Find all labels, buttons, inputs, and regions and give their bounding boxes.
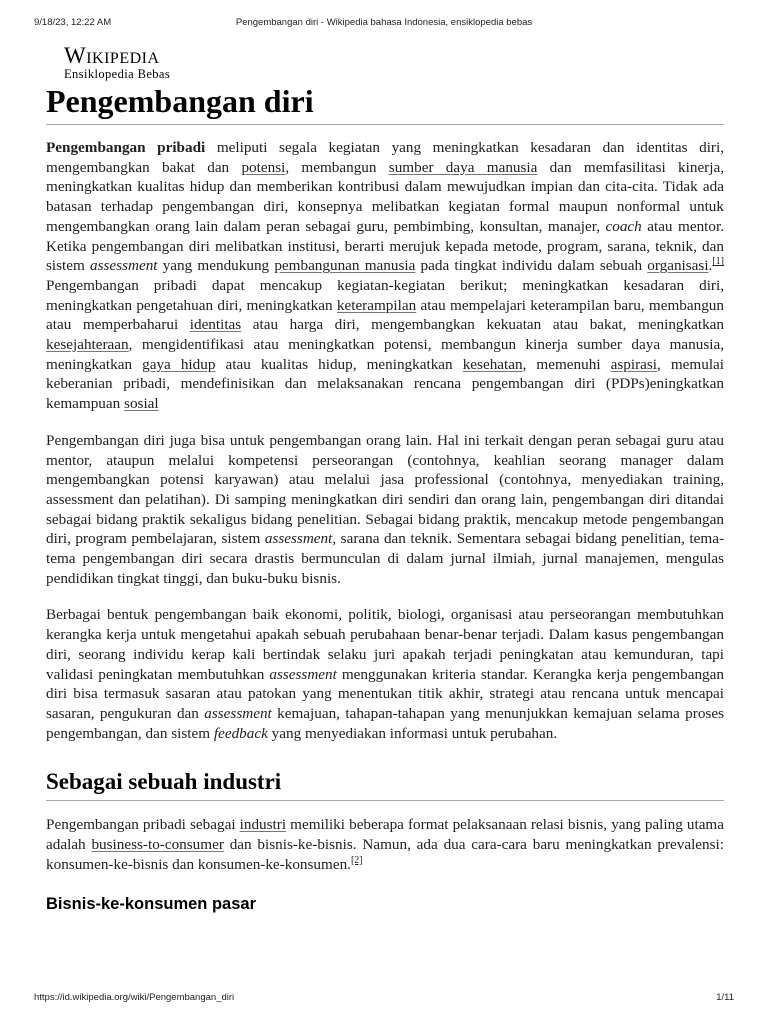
italic-term: assessment <box>269 665 337 683</box>
text-run: , sarana dan teknik. Sementara sebagai bidang penelitian, tema-tema pengembangan diri secara drastis bermunculan di dalam jurnal ilmiah, jurnal manajemen, mengulas pendidikan tingkat tinggi, dan buku-buku bisnis. <box>46 530 725 587</box>
wiki-link[interactable]: aspirasi <box>610 355 658 373</box>
italic-term: assessment <box>204 704 272 722</box>
citation-link[interactable]: [1] <box>712 256 725 268</box>
italic-term: assessment <box>264 530 333 548</box>
wiki-link[interactable]: organisasi <box>647 257 709 275</box>
italic-term: assessment <box>90 257 158 275</box>
paragraph-framework <box>46 605 724 743</box>
paragraph-intro <box>46 138 724 414</box>
citation-ref[interactable] <box>712 256 724 267</box>
text-run: meliputi segala kegiatan yang meningkatkan kesadaran dan identitas diri, mengembangkan bakat dan <box>46 139 724 176</box>
print-page-number: 1/11 <box>716 992 734 1003</box>
print-header <box>34 17 734 31</box>
text-run: atau kualitas hidup, meningkatkan <box>215 355 463 373</box>
text-run: yang mendukung <box>157 257 275 275</box>
wiki-link[interactable]: kesejahteraan <box>46 336 129 354</box>
paragraph-others <box>46 431 724 589</box>
text-run: memiliki beberapa format pelaksanaan relasi bisnis, yang paling utama adalah <box>46 816 724 854</box>
text-run: kemajuan, tahapan-tahapan yang menunjukkan kemajuan selama proses pengembangan, dan sistem <box>46 704 724 742</box>
bold-term: Pengembangan pribadi <box>46 139 206 156</box>
print-url: https://id.wikipedia.org/wiki/Pengembangan_diri <box>34 992 235 1003</box>
wikipedia-logo[interactable] <box>64 44 170 81</box>
text-run: menggunakan kriteria standar. Kerangka kerja pengembangan diri bisa termasuk sasaran atau patokan yang menentukan titik akhir, strategi atau rencana untuk mencapai sasaran, pengukuran dan <box>46 665 724 722</box>
text-run: atau mentor. Ketika pengembangan diri melibatkan institusi, berarti merujuk kepada metode, program, sarana, teknik, dan sistem <box>46 217 724 275</box>
subsection-heading-b2c: Bisnis-ke-konsumen pasar <box>46 894 256 913</box>
wiki-link[interactable]: pembangunan manusia <box>274 257 416 275</box>
text-run: atau harga diri, mengembangkan kekuatan atau bakat, meningkatkan <box>241 316 724 334</box>
wiki-link[interactable]: gaya hidup <box>142 355 216 373</box>
wiki-link[interactable]: potensi <box>241 158 286 176</box>
wiki-link[interactable]: identitas <box>189 316 242 334</box>
text-run: dan bisnis-ke-bisnis. Namun, ada dua cara-cara baru meningkatkan prevalensi: konsumen-ke-bisnis dan konsumen-ke-konsumen. <box>46 836 724 873</box>
wiki-link[interactable]: keterampilan <box>336 296 417 314</box>
page-title: Pengembangan diri <box>46 83 314 119</box>
wiki-link[interactable]: industri <box>239 816 287 834</box>
logo-tagline: Ensiklopedia Bebas <box>64 67 171 81</box>
text-run: dan memfasilitasi kinerja, meningkatkan kualitas hidup dan memberikan kontribusi dalam mewujudkan impian dan cita-cita. Tidak ada batasan terhadap pengembangan diri, konsepnya melibatkan kegiatan formal maupun nonformal untuk mengembangkan orang lain dalam peran sebagai guru, pembimbing, konsultan, manajer, <box>46 158 724 235</box>
text-run: . <box>708 257 713 275</box>
print-footer <box>34 992 734 1006</box>
text-run: pada tingkat individu dalam sebuah <box>415 257 648 275</box>
text-run: atau mempelajari keterampilan baru, membangun atau memperbaharui <box>46 296 724 334</box>
italic-term: feedback <box>213 724 268 742</box>
text-run: Pengembangan pribadi dapat mencakup kegiatan-kegiatan berikut; meningkatkan kesadaran diri, meningkatkan pengetahuan diri, meningkatkan <box>46 276 724 314</box>
citation-link[interactable]: [2] <box>350 854 363 866</box>
text-run: Pengembangan diri juga bisa untuk pengembangan orang lain. Hal ini terkait dengan peran sebagai guru atau mentor, ataupun melalui kompetensi perseorangan (contohnya, keahlian seorang manager dalam mengembangkan potensi karyawan) atau melalui jasa professional (contohnya, menyediakan training, assessment dan pelatihan). Di samping meningkatkan diri sendiri dan orang lain, pengembangan diri ditandai sebagai bidang praktik sekaligus bidang penelitian. Sebagai bidang praktik, mencakup metode pengembangan diri, program pembelajaran, sistem <box>46 431 724 548</box>
italic-term: coach <box>605 217 642 235</box>
text-run: Berbagai bentuk pengembangan baik ekonomi, politik, biologi, organisasi atau perseorangan membutuhkan kerangka kerja untuk mengetahui apakah sebuah perubahaan benar-benar terjadi. Dalam kasus pengembangan diri, seorang individu kerap kali bertindak selaku juri apakah terjadi peningkatan atau kemunduran, tapi validasi peningkatan membutuhkan <box>46 606 724 683</box>
text-run: Pengembangan pribadi sebagai <box>46 816 240 834</box>
wiki-link[interactable]: business-to-consumer <box>91 836 224 854</box>
logo-wordmark: Wikipedia <box>64 43 160 68</box>
wiki-link[interactable]: sosial <box>124 395 159 413</box>
text-run: yang menyediakan informasi untuk perubahan. <box>267 724 558 742</box>
section-heading-industry: Sebagai sebuah industri <box>46 768 724 801</box>
citation-ref[interactable] <box>351 855 363 866</box>
print-page-title: Pengembangan diri - Wikipedia bahasa Indonesia, ensiklopedia bebas <box>235 17 533 28</box>
paragraph-industry <box>46 815 724 874</box>
print-datetime: 9/18/23, 12:22 AM <box>34 17 112 28</box>
text-run: , memenuhi <box>522 355 611 373</box>
title-divider <box>46 124 724 125</box>
text-run: , mengidentifikasi atau meningkatkan potensi, membangun kinerja sumber daya manusia, meningkatkan <box>46 336 724 373</box>
text-run: , membangun <box>285 158 389 176</box>
article-body <box>46 138 724 915</box>
wiki-link[interactable]: sumber daya manusia <box>388 158 538 176</box>
wiki-link[interactable]: kesehatan <box>462 355 523 373</box>
text-run: , memulai keberanian pribadi, mendefinisikan dan melaksanakan rencana pengembangan diri (PDPs)eningkatkan kemampuan <box>46 355 725 413</box>
